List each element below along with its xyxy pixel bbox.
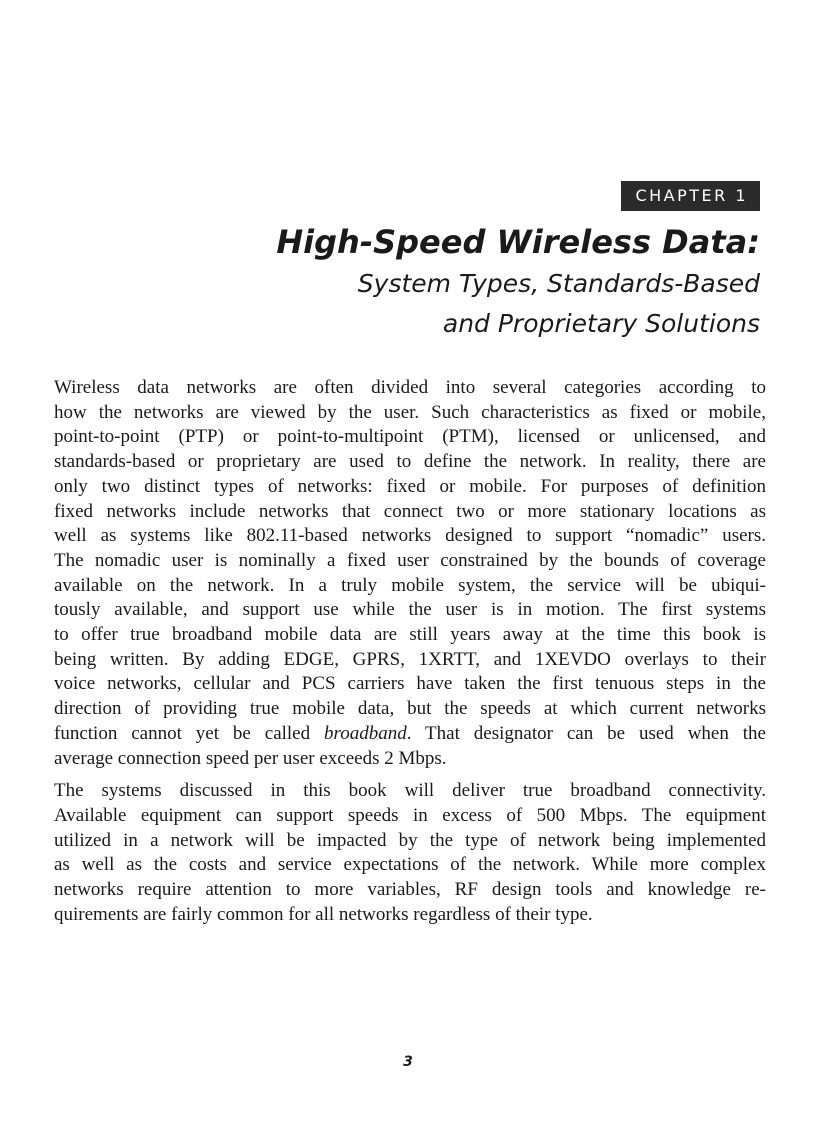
text-line: available on the network. In a truly mobile system, the service will be ubiqui- xyxy=(54,574,766,596)
paragraph-1 xyxy=(54,376,766,771)
text-line: The systems discussed in this book will deliver true broadband connectivity. xyxy=(54,780,766,802)
text-line: networks require attention to more variables, RF design tools and knowledge re- xyxy=(54,879,766,901)
text-line: The nomadic user is nominally a fixed user constrained by the bounds of coverage xyxy=(54,549,766,571)
text-line: Available equipment can support speeds in excess of 500 Mbps. The equipment xyxy=(54,804,766,826)
text-line: direction of providing true mobile data, but the speeds at which current networks xyxy=(54,698,766,720)
body-text xyxy=(54,376,766,935)
chapter-subtitle xyxy=(358,264,760,344)
subtitle-line: System Types, Standards-Based xyxy=(357,269,760,298)
text-line: tously available, and support use while the user is in motion. The first systems xyxy=(54,599,766,621)
text-line: Wireless data networks are often divided into several categories according to xyxy=(54,377,766,398)
chapter-label: CHAPTER 1 xyxy=(621,181,760,211)
text-line: voice networks, cellular and PCS carriers have taken the first tenuous steps in the xyxy=(54,673,766,695)
text-line xyxy=(54,722,766,747)
text-line: well as systems like 802.11-based networks designed to support “nomadic” users. xyxy=(54,525,766,547)
text-line: standards-based or proprietary are used to define the network. In reality, there are xyxy=(54,451,766,473)
text-line: average connection speed per user exceeds 2 Mbps. xyxy=(54,747,447,769)
text-fragment: . That designator can be used when the xyxy=(406,722,766,744)
text-line: quirements are fairly common for all networks regardless of their type. xyxy=(54,903,593,925)
text-line: as well as the costs and service expectations of the network. While more complex xyxy=(54,854,766,876)
text-fragment: function cannot yet be called xyxy=(54,722,325,744)
emphasis-broadband: broadband xyxy=(324,722,407,744)
text-line: how the networks are viewed by the user. Such characteristics as fixed or mobile, xyxy=(54,401,766,423)
page-number: 3 xyxy=(403,1054,413,1070)
chapter-title: High-Speed Wireless Data: xyxy=(276,223,760,261)
text-line: utilized in a network will be impacted by the type of network being implemented xyxy=(54,829,766,851)
paragraph-2 xyxy=(54,779,766,927)
text-line: fixed networks include networks that connect two or more stationary locations as xyxy=(54,500,766,522)
text-line: being written. By adding EDGE, GPRS, 1XRTT, and 1XEVDO overlays to their xyxy=(54,648,766,670)
text-line: to offer true broadband mobile data are still years away at the time this book is xyxy=(54,624,766,646)
subtitle-line: and Proprietary Solutions xyxy=(442,309,760,338)
text-line: point-to-point (PTP) or point-to-multipoint (PTM), licensed or unlicensed, and xyxy=(54,426,766,448)
text-line: only two distinct types of networks: fixed or mobile. For purposes of definition xyxy=(54,475,766,497)
